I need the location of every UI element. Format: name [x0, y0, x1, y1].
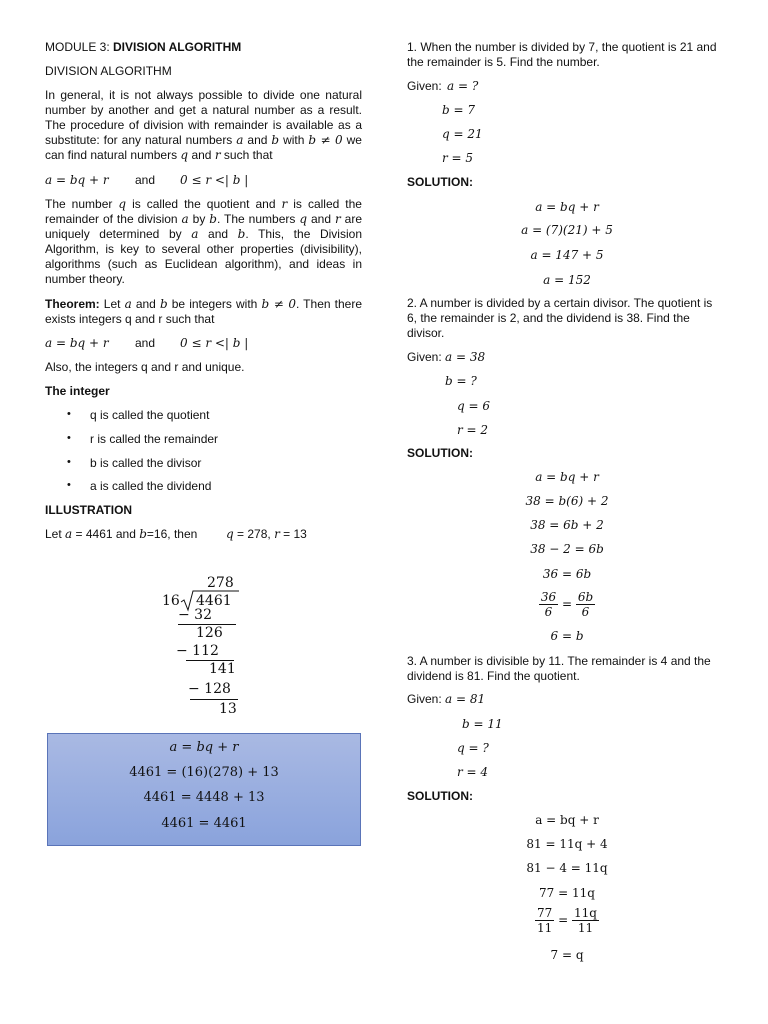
- fraction: [572, 906, 599, 935]
- illustration-text: = 13: [279, 527, 307, 541]
- fraction: [576, 590, 595, 619]
- integer-heading: The integer: [45, 384, 110, 398]
- given-value: r = 2: [457, 423, 489, 437]
- problem-3-solution-label: SOLUTION:: [407, 789, 473, 803]
- theorem-paragraph: [45, 297, 362, 327]
- list-item: q is called the quotient: [90, 408, 210, 422]
- given-value: q = 6: [457, 399, 490, 413]
- ld-step-2: − 112: [176, 643, 219, 659]
- given-value: q = ?: [457, 741, 489, 755]
- var-b: b: [159, 297, 168, 311]
- ld-step-1: − 32: [178, 607, 212, 623]
- module-heading: [45, 40, 241, 55]
- problem-3-question: 3. A number is divisible by 11. The remainder is 4 and the dividend is 81. Find the quotient.: [407, 654, 711, 683]
- solution-step: 38 − 2 = 6b: [530, 542, 604, 556]
- var-q: q: [118, 197, 127, 211]
- para-text: and: [307, 212, 335, 226]
- given-value: b = 11: [462, 717, 503, 731]
- equation-2-left: a = bq + r: [45, 336, 109, 350]
- solution-fraction-step: [407, 906, 727, 935]
- theorem-label: Theorem:: [45, 297, 100, 311]
- intro-text: and: [243, 133, 272, 147]
- var-r: r: [281, 197, 288, 211]
- para-text: . This, the Division Algorithm, is key to several other properties (divisibility), algorithms (such as Euclidean algorithm), and ideas in number theory.: [45, 227, 362, 286]
- box-line: 4461 = (16)(278) + 13: [129, 765, 279, 780]
- var-a: a: [191, 227, 199, 241]
- fraction-denominator: 6: [581, 605, 590, 619]
- equation-2-right: 0 ≤ r <| b |: [180, 336, 249, 350]
- var-b: b: [271, 133, 280, 147]
- var-r: r: [214, 148, 221, 162]
- box-line: 4461 = 4461: [161, 816, 247, 831]
- solution-step: 81 − 4 = 11q: [526, 861, 608, 875]
- b-not-zero: b ≠ 0: [261, 297, 296, 311]
- given-value: q = 21: [442, 127, 483, 141]
- b-not-zero: b ≠ 0: [308, 133, 343, 147]
- theorem-text: and: [131, 297, 160, 311]
- problem-2-given-label: Given:: [407, 350, 442, 364]
- equals-sign: =: [558, 913, 569, 927]
- ld-remainder-2: 141: [209, 661, 236, 677]
- uniqueness-statement: Also, the integers q and r and unique.: [45, 360, 245, 374]
- ld-divisor: 16: [162, 593, 180, 609]
- list-item: a is called the dividend: [90, 479, 212, 493]
- problem-2-question: 2. A number is divided by a certain divisor. The quotient is 6, the remainder is 2, and the dividend is 38. Find the divisor.: [407, 296, 713, 340]
- solution-step: 38 = 6b + 2: [530, 518, 604, 532]
- module-prefix: MODULE 3:: [45, 40, 114, 54]
- solution-step: a = bq + r: [535, 200, 599, 214]
- solution-step: 7 = q: [550, 948, 584, 962]
- problem-1-question: 1. When the number is divided by 7, the quotient is 21 and the remainder is 5. Find the number.: [407, 40, 717, 69]
- illustration-result: [226, 527, 307, 542]
- bullet-symbol: •: [67, 479, 71, 491]
- equals-sign: =: [561, 597, 572, 611]
- solution-step: 36 = 6b: [542, 567, 592, 581]
- var-r: r: [334, 212, 341, 226]
- illustration-text: = 4461 and: [72, 527, 140, 541]
- given-value: b = ?: [445, 374, 477, 388]
- intro-text: we can find natural numbers: [45, 133, 362, 162]
- bullet-symbol: •: [67, 408, 71, 420]
- para-text: is called the remainder of the division: [45, 197, 362, 226]
- equation-1-left: a = bq + r: [45, 173, 109, 187]
- solution-step: a = (7)(21) + 5: [521, 223, 613, 237]
- para-text: The number: [45, 197, 119, 211]
- problem-1-solution-label: SOLUTION:: [407, 175, 473, 189]
- solution-step: 77 = 11q: [539, 886, 595, 900]
- solution-step: a = 152: [543, 273, 591, 287]
- ld-remainder-3: 13: [219, 701, 237, 717]
- intro-text: with: [279, 133, 309, 147]
- illustration-text: = 278,: [233, 527, 275, 541]
- theorem-text: be integers with: [167, 297, 262, 311]
- intro-text: and: [188, 148, 215, 162]
- given-value: a = 81: [445, 692, 486, 706]
- module-title: DIVISION ALGORITHM: [113, 40, 242, 54]
- para-text: by: [188, 212, 210, 226]
- equation-2-and: and: [135, 336, 156, 350]
- var-a: a: [65, 527, 73, 541]
- quotient-remainder-paragraph: [45, 197, 362, 287]
- given-value: a = 38: [445, 350, 486, 364]
- var-a: a: [124, 297, 132, 311]
- var-b: b: [209, 212, 217, 226]
- solution-step: a = bq + r: [535, 470, 599, 484]
- para-text: . The numbers: [216, 212, 300, 226]
- illustration-statement: [45, 527, 197, 542]
- var-b: b: [237, 227, 246, 241]
- var-r: r: [274, 527, 280, 541]
- ld-dividend: 4461: [196, 593, 232, 609]
- given-value: a = ?: [447, 79, 479, 93]
- fraction-numerator: 6b: [577, 590, 594, 604]
- solution-step: a = 147 + 5: [530, 248, 604, 262]
- problem-3-given-label: Given:: [407, 692, 442, 706]
- var-q: q: [299, 212, 308, 226]
- intro-paragraph: [45, 88, 362, 163]
- list-item: b is called the divisor: [90, 456, 202, 470]
- bullet-symbol: •: [67, 456, 71, 468]
- section-title: DIVISION ALGORITHM: [45, 64, 172, 78]
- box-line: 4461 = 4448 + 13: [143, 790, 265, 805]
- illustration-text: Let: [45, 527, 66, 541]
- fraction-numerator: 77: [537, 906, 553, 920]
- theorem-text: Let: [99, 297, 125, 311]
- intro-text: such that: [220, 148, 273, 162]
- fraction-denominator: 11: [577, 921, 594, 935]
- var-q: q: [180, 148, 189, 162]
- ld-quotient: 278: [207, 575, 234, 591]
- fraction: [539, 590, 558, 619]
- ld-remainder-1: 126: [196, 625, 223, 641]
- para-text: are uniquely determined by: [45, 212, 362, 241]
- theorem-text: . Then there exists integers q and r such that: [45, 297, 362, 326]
- solution-fraction-step: [407, 590, 727, 619]
- equation-1-right: 0 ≤ r <| b |: [180, 173, 249, 187]
- fraction: [535, 906, 554, 935]
- solution-step: 81 = 11q + 4: [526, 837, 608, 851]
- para-text: and: [198, 227, 238, 241]
- list-item: r is called the remainder: [90, 432, 219, 446]
- illustration-text: =16, then: [146, 527, 198, 541]
- illustration-heading: ILLUSTRATION: [45, 503, 133, 517]
- fraction-numerator: 36: [540, 590, 557, 604]
- solution-step: 6 = b: [550, 629, 584, 643]
- problem-2-solution-label: SOLUTION:: [407, 446, 473, 460]
- intro-text: In general, it is not always possible to divide one natural number by another and get a natural number as a result. The procedure of division with remainder is available as a substitute: for any natural numbers: [45, 88, 362, 147]
- problem-1-given-label: Given:: [407, 79, 442, 93]
- box-line: a = bq + r: [169, 740, 239, 755]
- ld-step-3: − 128: [188, 681, 231, 697]
- bullet-symbol: •: [67, 432, 71, 444]
- solution-step: 38 = b(6) + 2: [525, 494, 609, 508]
- equation-1-and: and: [135, 173, 156, 187]
- fraction-denominator: 11: [537, 921, 553, 935]
- given-value: r = 5: [442, 151, 474, 165]
- fraction-denominator: 6: [544, 605, 553, 619]
- given-value: b = 7: [442, 103, 475, 117]
- verification-box: [47, 733, 361, 846]
- var-q: q: [226, 527, 234, 541]
- var-a: a: [236, 133, 244, 147]
- fraction-numerator: 11q: [574, 906, 597, 920]
- para-text: is called the quotient and: [126, 197, 282, 211]
- solution-step: a = bq + r: [535, 813, 599, 827]
- given-value: r = 4: [457, 765, 489, 779]
- var-a: a: [181, 212, 189, 226]
- ld-rule: [190, 699, 238, 700]
- var-b: b: [139, 527, 147, 541]
